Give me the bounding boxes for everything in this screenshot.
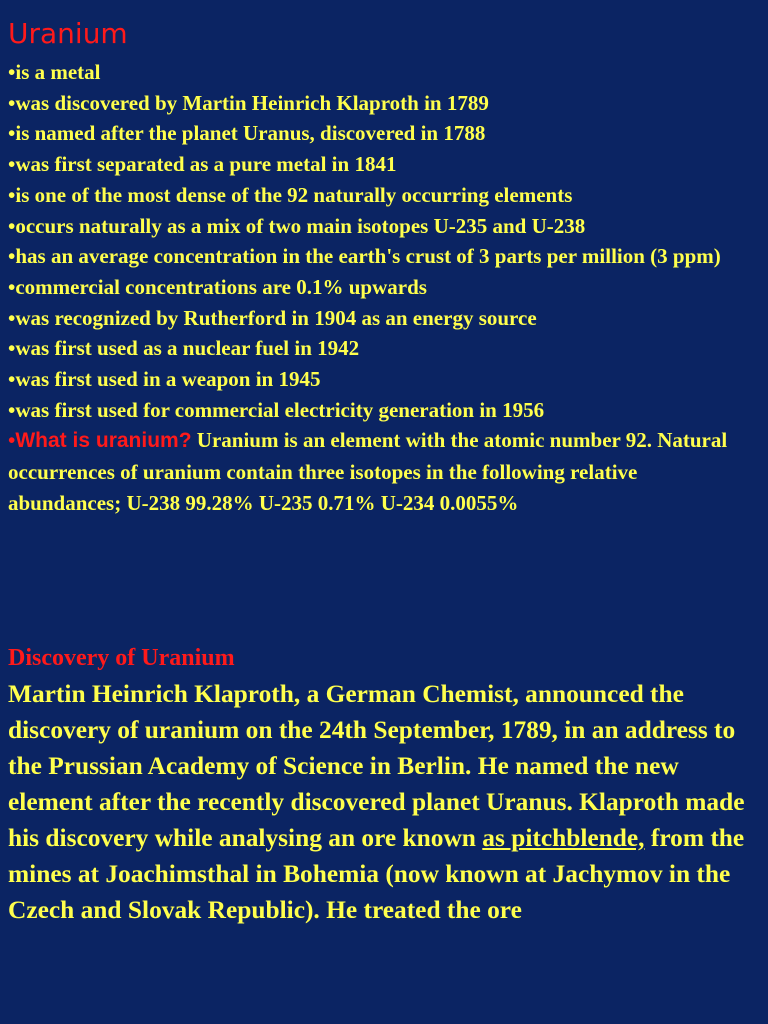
fact-text: is one of the most dense of the 92 naturally occurring elements	[15, 182, 573, 207]
fact-text: is a metal	[15, 60, 101, 84]
list-item	[8, 272, 738, 303]
list-item	[8, 149, 738, 180]
fact-text: has an average concentration in the earth's crust of 3 parts per million (3 ppm)	[15, 244, 721, 269]
bullet: •	[8, 121, 16, 146]
bullet: •	[8, 213, 16, 238]
page-title: Uranium	[8, 17, 128, 50]
list-item	[8, 333, 738, 364]
fact-text: was discovered by Martin Heinrich Klaproth in 1789	[15, 90, 489, 115]
discovery-heading: Discovery of Uranium	[8, 645, 235, 671]
bullet: •	[8, 182, 16, 207]
bullet: •	[8, 397, 16, 422]
fact-text: occurs naturally as a mix of two main isotopes U-235 and U-238	[15, 213, 586, 238]
bullet: •	[8, 90, 16, 115]
list-item	[8, 180, 738, 211]
question-label: What is uranium?	[15, 429, 192, 453]
discovery-text: Martin Heinrich Klaproth, a German Chemist, announced the discovery of uranium on the 24th September, 1789, in an address to the Prussian Academy of Science in Berlin. He named the new element after the recently discovered planet Uranus. Klaproth made his discovery while analysing an ore known	[8, 680, 745, 852]
list-item	[8, 241, 738, 272]
bullet: •	[8, 336, 16, 361]
list-item	[8, 118, 738, 149]
bullet: •	[8, 367, 16, 392]
fact-text: was first used in a weapon in 1945	[15, 367, 321, 392]
bullet: •	[8, 428, 16, 453]
bullet: •	[8, 305, 16, 330]
fact-text: was recognized by Rutherford in 1904 as an energy source	[15, 305, 537, 330]
facts-list	[8, 57, 738, 519]
fact-text: was first used for commercial electricity generation in 1956	[15, 397, 545, 422]
list-item	[8, 88, 738, 119]
list-item	[8, 395, 738, 426]
bullet: •	[8, 152, 16, 177]
list-item	[8, 57, 738, 88]
bullet: •	[8, 274, 16, 299]
fact-text: is named after the planet Uranus, discovered in 1788	[15, 121, 486, 146]
bullet: •	[8, 244, 16, 269]
fact-text: commercial concentrations are 0.1% upwards	[15, 274, 427, 299]
question-answer: Uranium is an element with the atomic number 92. Natural occurrences of uranium contain three isotopes in the following relative abundances; U-238 99.28% U-235 0.71% U-234 0.0055%	[8, 428, 728, 515]
discovery-paragraph	[8, 676, 760, 928]
list-item	[8, 211, 738, 242]
bullet: •	[8, 60, 16, 84]
fact-text: was first separated as a pure metal in 1841	[15, 152, 397, 177]
list-item	[8, 303, 738, 334]
question-item	[8, 425, 738, 518]
list-item	[8, 364, 738, 395]
discovery-text-continued: from the mines at Joachimsthal in Bohemia (now known at Jachymov in the Czech and Slovak Republic). He treated the ore	[8, 824, 745, 924]
fact-text: was first used as a nuclear fuel in 1942	[15, 336, 360, 361]
pitchblende-text: as pitchblende,	[482, 824, 645, 852]
